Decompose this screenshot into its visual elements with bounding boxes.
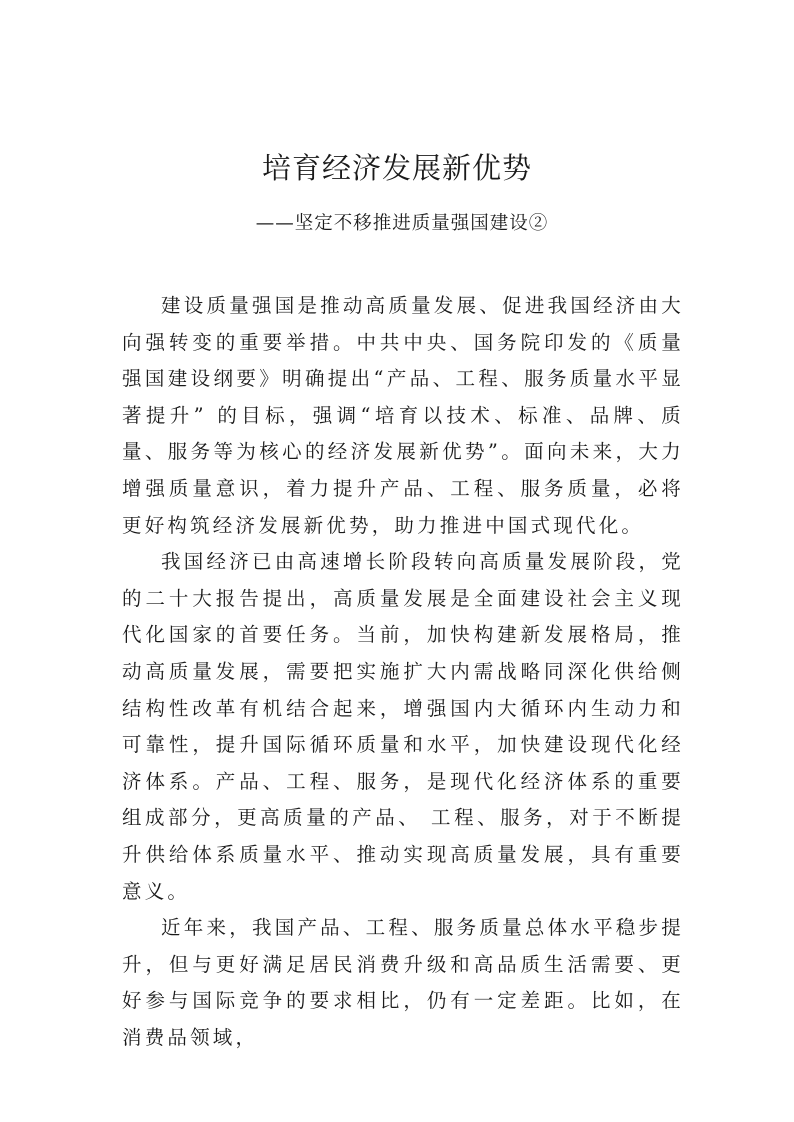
body-paragraph: 我国经济已由高速增长阶段转向高质量发展阶段，党的二十大报告提出，高质量发展是全面建设社会主义现代化国家的首要任务。当前，加快构建新发展格局，推动高质量发展，需要把实施扩大内需战略同深化供给侧结构性改革有机结合起来，增强国内大循环内生动力和可靠性，提升国际循环质量和水平，加快建设现代化经济体系。产品、工程、服务，是现代化经济体系的重要组成部分，更高质量的产品、 工程、服务，对于不断提升供给体系质量水平、推动实现高质量发展，具有重要意义。 [122, 550, 684, 903]
article-title: 培育经济发展新优势 [261, 151, 532, 185]
body-paragraph: 近年来，我国产品、工程、服务质量总体水平稳步提升，但与更好满足居民消费升级和高品质生活需要、更好参与国际竞争的要求相比，仍有一定差距。比如，在消费品领域， [122, 916, 684, 1049]
article-body [122, 288, 684, 1056]
body-paragraph: 建设质量强国是推动高质量发展、促进我国经济由大向强转变的重要举措。中共中央、国务院印发的《质量强国建设纲要》明确提出“产品、工程、服务质量水平显著提升” 的目标，强调“培育以技术、标准、品牌、质量、服务等为核心的经济发展新优势”。面向未来，大力增强质量意识，着力提升产品、工程、服务质量，必将更好构筑经济发展新优势，助力推进中国式现代化。 [122, 294, 684, 537]
article-subtitle: ——坚定不移推进质量强国建设② [255, 213, 549, 234]
